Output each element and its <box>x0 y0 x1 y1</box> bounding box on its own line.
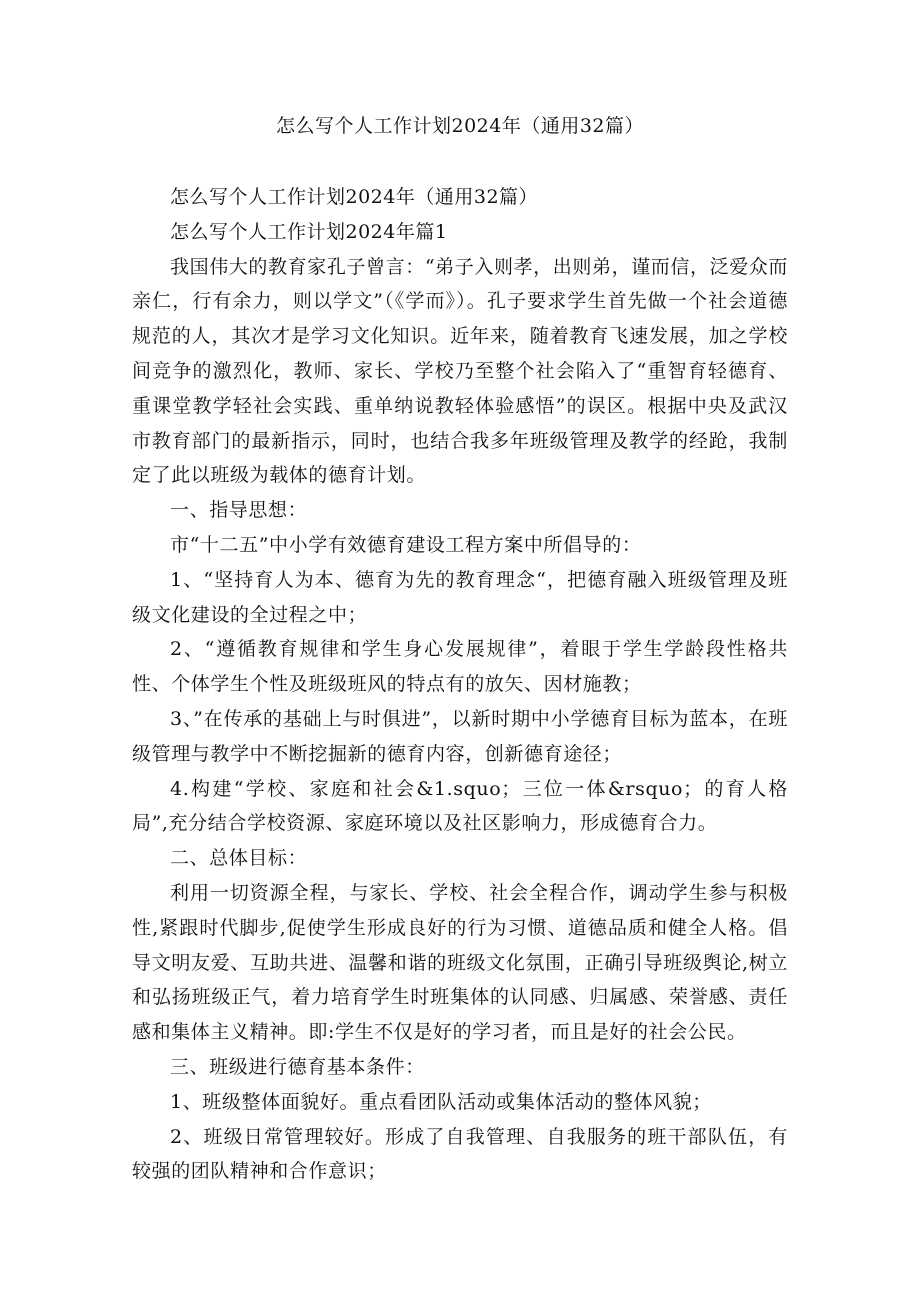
paragraph-condition-1: 1、班级整体面貌好。重点看团队活动或集体活动的整体风貌； <box>170 1090 712 1113</box>
heading-basic-conditions: 三、班级进行德育基本条件： <box>170 1055 425 1078</box>
paragraph-plan-reference: 市“十二五”中小学有效德育建设工程方案中所倡导的： <box>170 533 642 556</box>
paragraph-condition-2: 2、班级日常管理较好。形成了自我管理、自我服务的班干部队伍，有较强的团队精神和合作意识； <box>132 1125 788 1183</box>
document-title: 怎么写个人工作计划2024年（通用32篇） <box>275 115 645 137</box>
paragraph-point-4: 4.构建“学校、家庭和社会&1.squo；三位一体&rsquo；的育人格局”,充分结合学校资源、家庭环境以及社区影响力，形成德育合力。 <box>132 777 788 835</box>
paragraph-goals: 利用一切资源全程，与家长、学校、社会全程合作，调动学生参与积极性,紧跟时代脚步,促使学生形成良好的行为习惯、道德品质和健全人格。倡导文明友爱、互助共进、温馨和谐的班级文化氛围，正确引导班级舆论,树立和弘扬班级正气，着力培育学生时班集体的认同感、归属感、荣誉感、责任感和集体主义精神。即:学生不仅是好的学习者，而且是好的社会公民。 <box>132 881 788 1044</box>
paragraph-point-1: 1、“坚持育人为本、德育为先的教育理念“，把德育融入班级管理及班级文化建设的全过程之中； <box>132 568 788 626</box>
heading-guiding-ideology: 一、指导思想： <box>170 499 308 522</box>
paragraph-subtitle: 怎么写个人工作计划2024年（通用32篇） <box>170 186 539 208</box>
paragraph-point-2: 2、“遵循教育规律和学生身心发展规律”，着眼于学生学龄段性格共性、个体学生个性及班级班风的特点有的放矢、因材施教； <box>132 638 788 696</box>
paragraph-section-heading: 怎么写个人工作计划2024年篇1 <box>170 220 448 243</box>
heading-overall-goals: 二、总体目标： <box>170 847 308 870</box>
paragraph-intro: 我国伟大的教育家孔子曾言：“弟子入则孝，出则弟，谨而信，泛爱众而亲仁，行有余力，则以学文”（《学而》）。孔子要求学生首先做一个社会道德规范的人，其次才是学习文化知识。近年来，随着教育飞速发展，加之学校间竞争的激烈化，教师、家长、学校乃至整个社会陷入了“重智育轻德育、重课堂教学轻社会实践、重单纳说教轻体验感悟”的误区。根据中央及武汉市教育部门的最新指示，同时，也结合我多年班级管理及教学的经跄，我制定了此以班级为载体的德育计划。 <box>132 255 788 487</box>
paragraph-point-3: 3、”在传承的基础上与时俱进”，以新时期中小学德育目标为蓝本，在班级管理与教学中不断挖掘新的德育内容，创新德育途径； <box>132 707 788 765</box>
